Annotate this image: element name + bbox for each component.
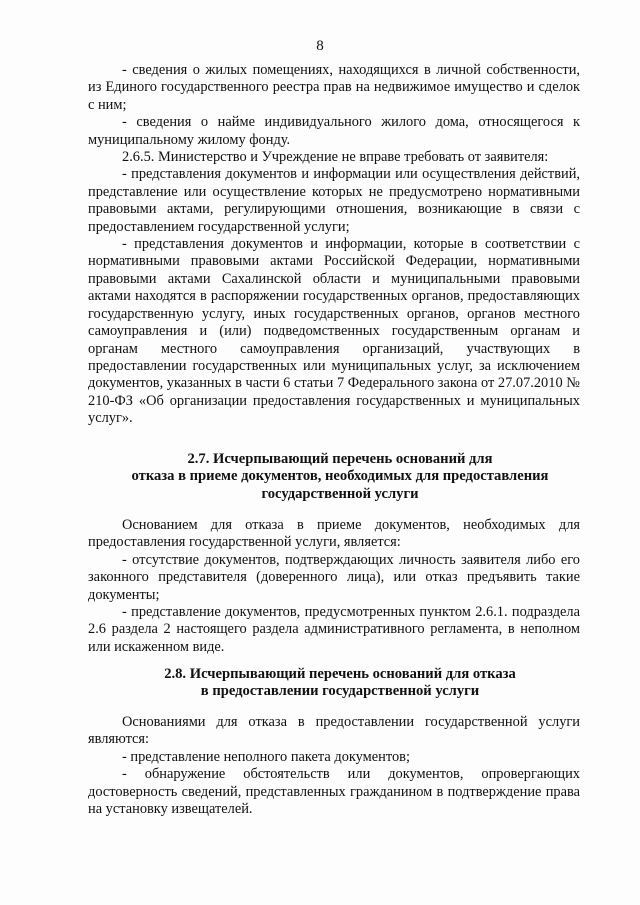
paragraph: - представление неполного пакета документов; [122,748,410,765]
heading-line: 2.8. Исчерпывающий перечень оснований для отказа [164,666,516,682]
section-2-7-heading [110,451,570,503]
paragraph: 2.6.5. Министерство и Учреждение не вправе требовать от заявителя: [122,149,549,166]
paragraph: - обнаружение обстоятельств или документов, опровергающих достоверность сведений, представленных гражданином в подтверждение права на установку извещателей. [88,766,580,818]
page-number: 8 [316,38,324,54]
section-2-8-body [88,714,580,818]
paragraph: Основанием для отказа в приеме документов, необходимых для предоставления государственной услуги, является: [88,517,580,551]
section-2-6-continuation [88,62,580,428]
heading-line: в предоставлении государственной услуги [200,683,480,700]
heading-line: отказа в приеме документов, необходимых для предоставления [131,468,549,485]
paragraph: - представление документов, предусмотренных пунктом 2.6.1. подраздела 2.6 раздела 2 настоящего раздела административного регламента, в неполном или искаженном виде. [88,604,580,655]
paragraph: - отсутствие документов, подтверждающих личность заявителя либо его законного представителя (доверенного лица), или отказ предъявить такие документы; [88,551,580,603]
section-2-7-body [88,517,580,656]
paragraph: - представления документов и информации или осуществления действий, представление или осуществление которых не предусмотрено нормативными правовыми актами, регулирующими отношения, возникающие в связи с предоставлением государственной услуги; [88,166,580,235]
heading-line: 2.7. Исчерпывающий перечень оснований для [187,451,493,467]
heading-line: государственной услуги [261,485,419,502]
paragraph: - сведения о найме индивидуального жилого дома, относящегося к муниципальному жилому фонду. [88,114,580,148]
section-2-8-heading [110,666,570,701]
paragraph: - представления документов и информации, которые в соответствии с нормативными правовыми актами Российской Федерации, нормативными правовыми актами Сахалинской области и муниципальными правовыми актами находятся в распоряжении государственных органов, предоставляющих государственную услугу, иных государственных органов, органов местного самоуправления и (или) подведомственных государственным органам и органам местного самоуправления организаций, участвующих в предоставлении государственных или муниципальных услуг, за исключением документов, указанных в части 6 статьи 7 Федерального закона от 27.07.2010 № 210-ФЗ «Об организации предоставления государственных и муниципальных услуг». [88,236,580,427]
paragraph: Основаниями для отказа в предоставлении государственной услуги являются: [88,714,580,748]
paragraph: - сведения о жилых помещениях, находящихся в личной собственности, из Единого государственного реестра прав на недвижимое имущество и сделок с ним; [88,62,580,113]
